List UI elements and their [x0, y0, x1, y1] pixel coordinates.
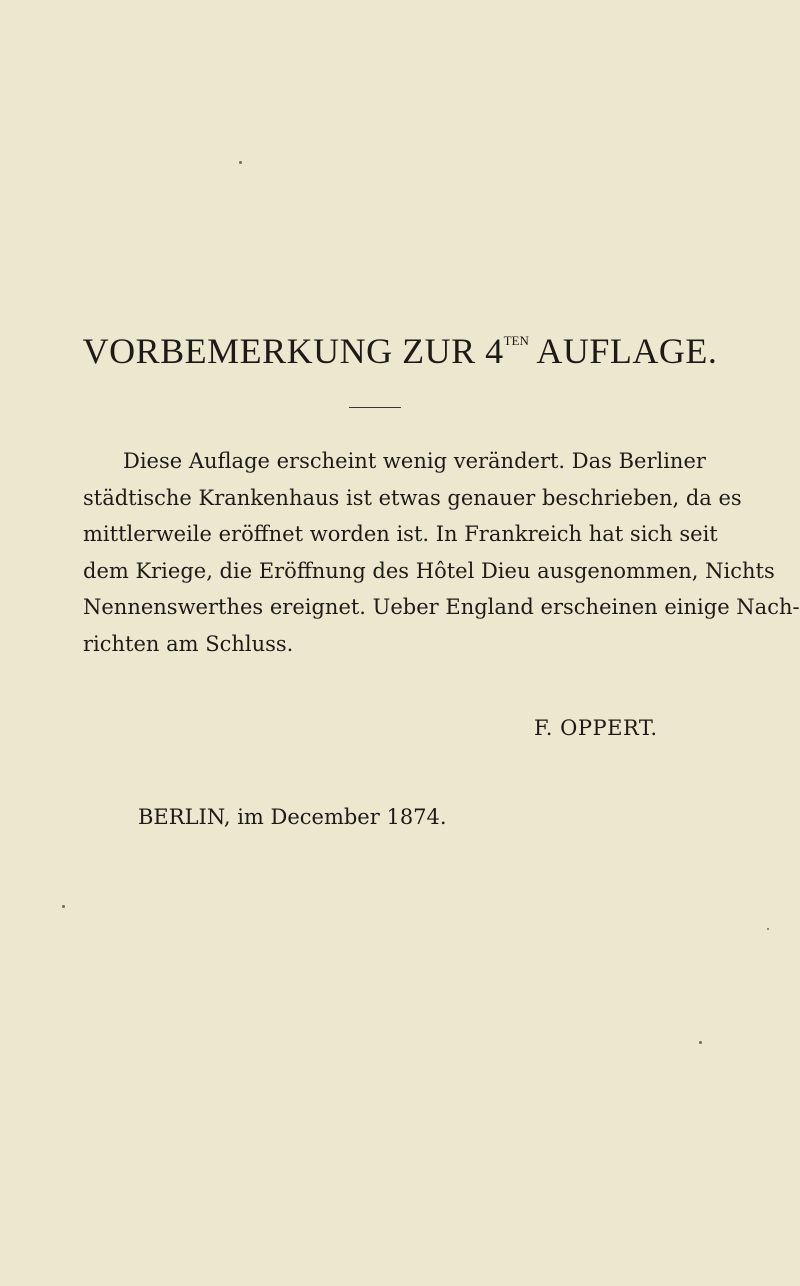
preface-paragraph — [83, 443, 800, 662]
title-tail: AUFLAGE. — [528, 331, 718, 371]
paragraph-line: Diese Auflage erscheint wenig verändert. Das Berliner — [123, 449, 706, 473]
paper-speck — [239, 161, 242, 164]
title-superscript: TEN — [503, 333, 529, 348]
paragraph-line: mittlerweile eröffnet worden ist. In Frankreich hat sich seit — [83, 522, 718, 546]
paper-speck — [62, 905, 65, 908]
title-divider — [349, 407, 401, 408]
paper-speck — [699, 1041, 702, 1044]
place-and-date: BERLIN, im December 1874. — [138, 805, 447, 829]
paragraph-line: Nennenswerthes ereignet. Ueber England erscheinen einige Nach- — [83, 595, 800, 619]
paragraph-line: richten am Schluss. — [83, 631, 294, 656]
paper-speck — [767, 928, 769, 930]
author-signature: F. OPPERT. — [534, 716, 658, 740]
page-title — [0, 330, 800, 372]
paragraph-line: städtische Krankenhaus ist etwas genauer beschrieben, da es — [83, 485, 742, 510]
title-main: VORBEMERKUNG ZUR 4 — [82, 331, 504, 371]
paragraph-line: dem Kriege, die Eröffnung des Hôtel Dieu ausgenommen, Nichts — [83, 558, 775, 583]
